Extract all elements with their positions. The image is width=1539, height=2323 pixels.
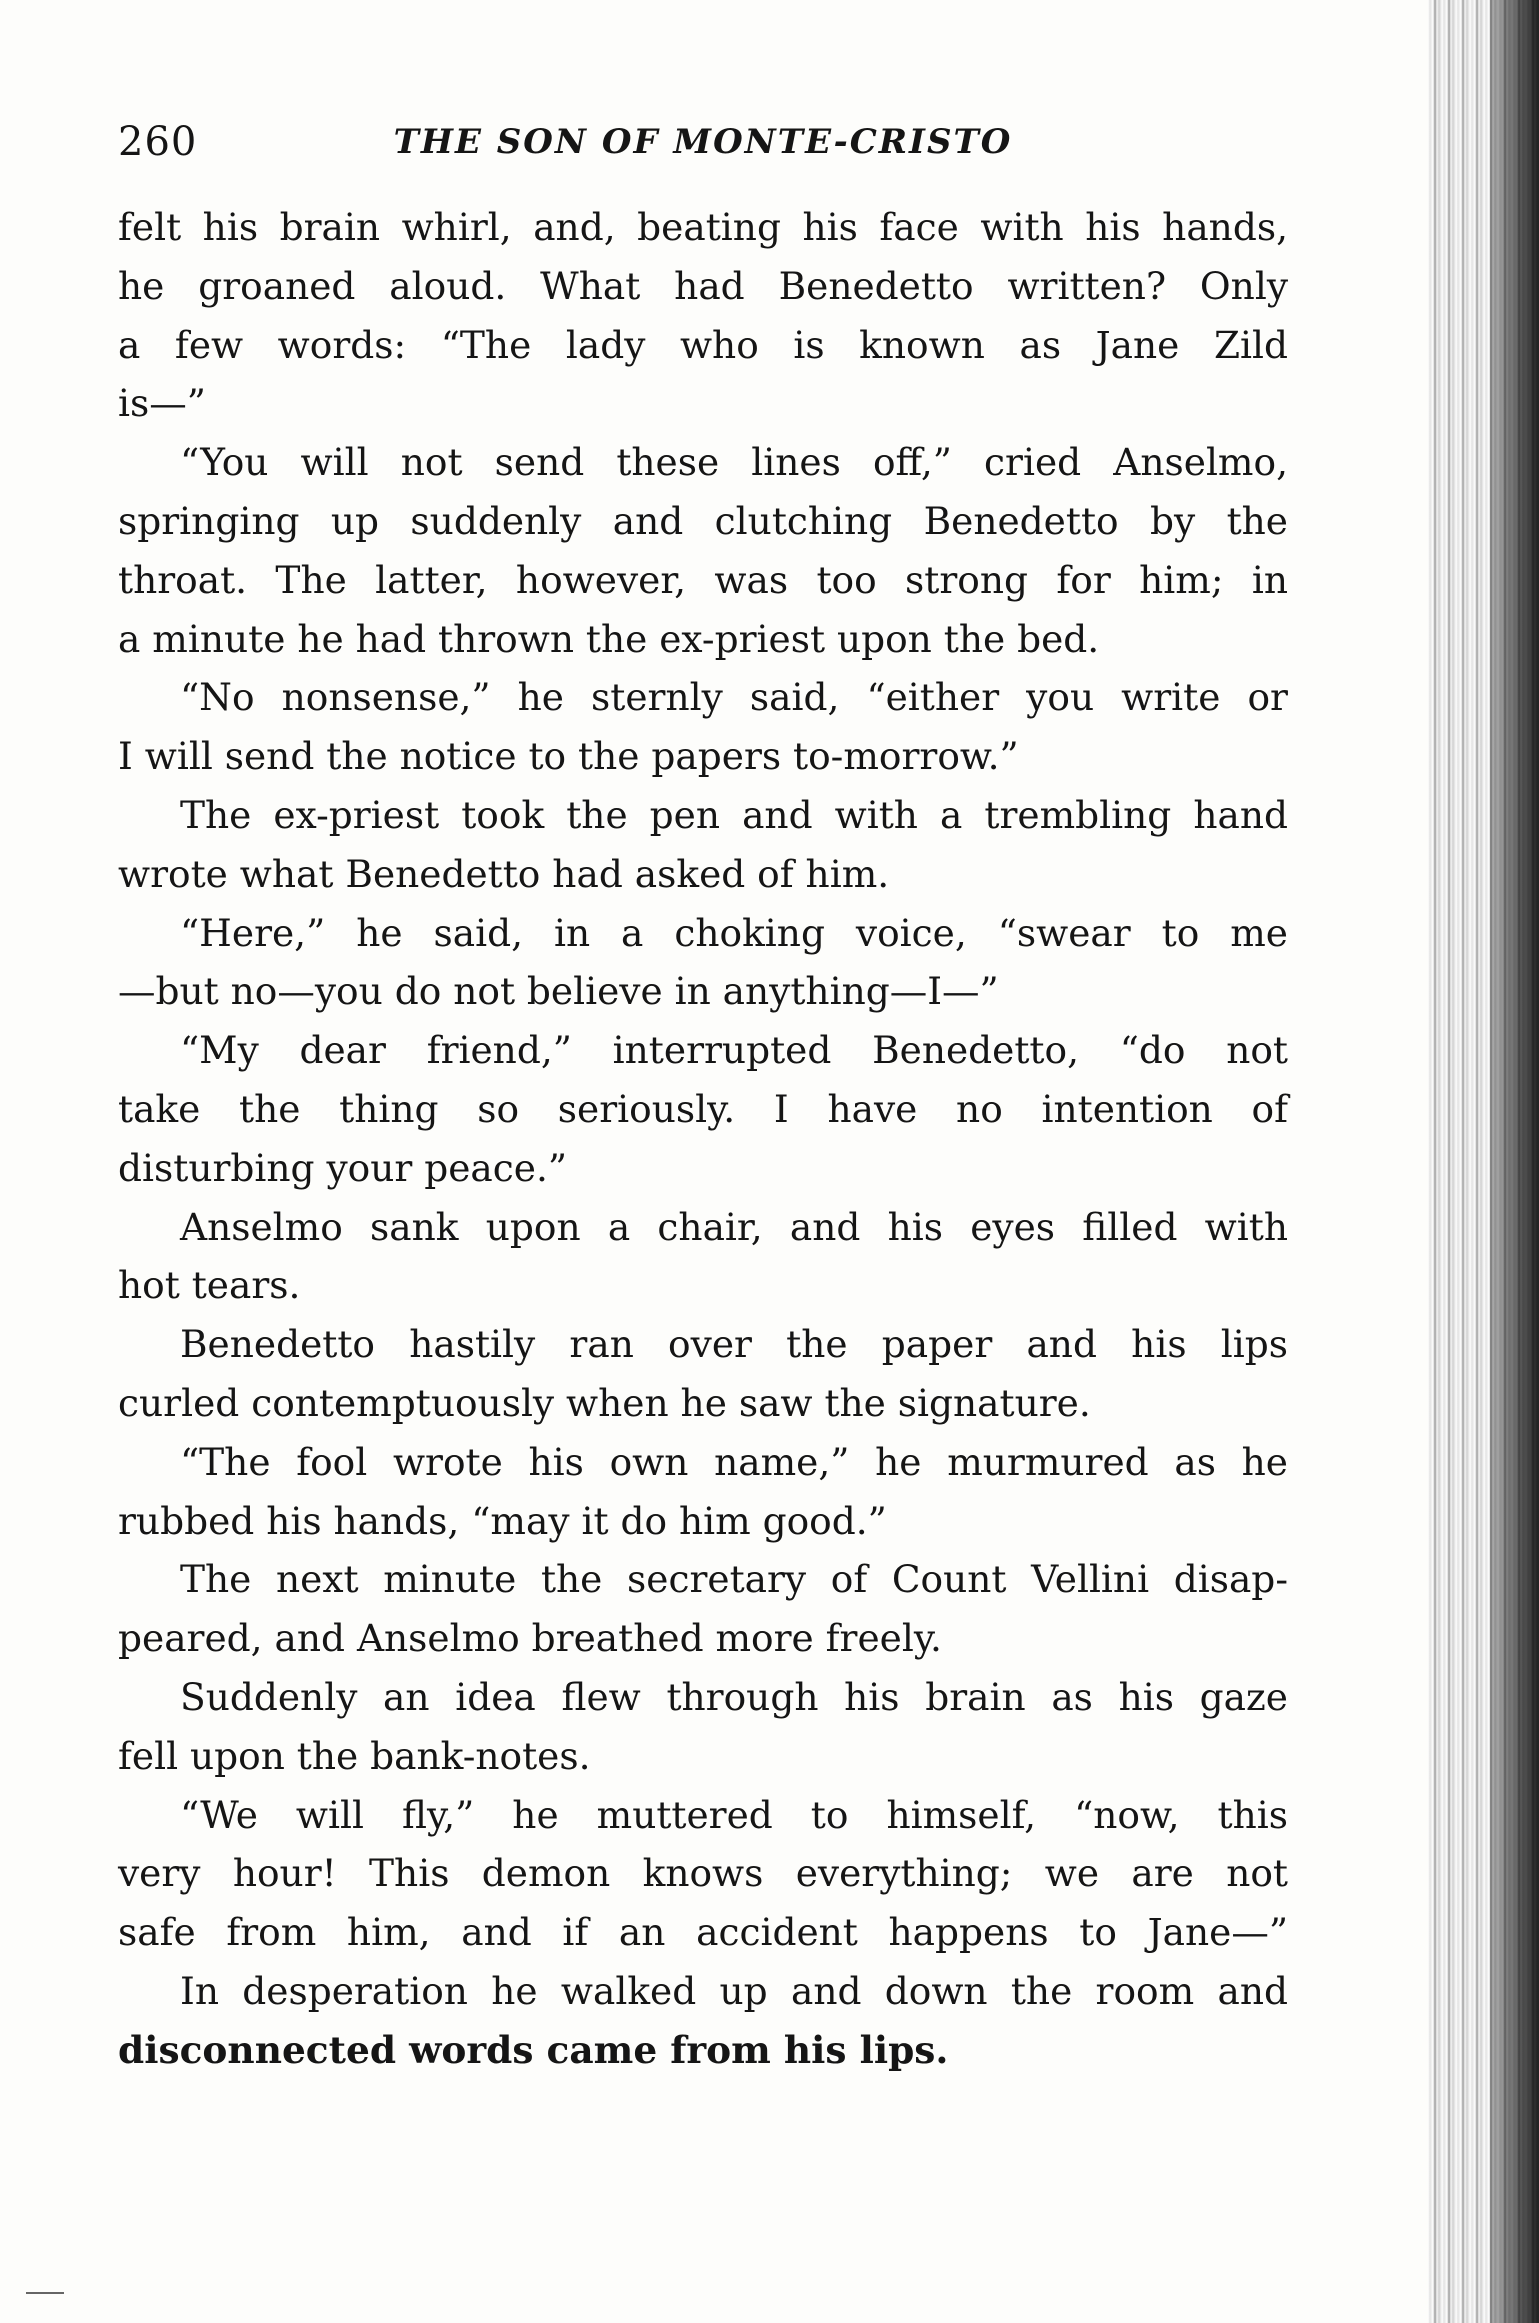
text-line: disconnected words came from his lips. <box>118 2027 949 2072</box>
text-line: safe from him, and if an accident happens to Jane—” <box>118 1910 1288 1955</box>
paragraph-11 <box>118 1668 1288 1786</box>
text-line: curled contemptuously when he saw the signature. <box>118 1380 1091 1425</box>
text-line: a minute he had thrown the ex-priest upon the bed. <box>118 616 1100 661</box>
text-line: Suddenly an idea flew through his brain as his gaze <box>180 1674 1288 1719</box>
text-line: felt his brain whirl, and, beating his face with his hands, <box>118 205 1288 249</box>
page-number: 260 <box>118 119 198 165</box>
bottom-margin-mark <box>26 2292 64 2294</box>
text-line: “Here,” he said, in a choking voice, “swear to me <box>180 910 1288 955</box>
paragraph-7 <box>118 1198 1288 1316</box>
text-line: Anselmo sank upon a chair, and his eyes filled with <box>180 1204 1288 1249</box>
text-line: he groaned aloud. What had Benedetto written? Only <box>118 263 1288 308</box>
text-line: is—” <box>118 381 206 426</box>
paragraph-13 <box>118 1962 1288 2080</box>
paragraph-10 <box>118 1550 1288 1668</box>
page-edge-shadow <box>1490 0 1539 2323</box>
paragraph-12 <box>118 1786 1288 1962</box>
running-title: THE SON OF MONTE-CRISTO <box>393 122 1013 162</box>
paragraph-2 <box>118 433 1288 668</box>
paragraph-5 <box>118 904 1288 1022</box>
text-line: peared, and Anselmo breathed more freely. <box>118 1616 942 1661</box>
text-line: “My dear friend,” interrupted Benedetto, “do not <box>180 1028 1288 1073</box>
text-line: throat. The latter, however, was too strong for him; in <box>118 557 1288 602</box>
text-line: wrote what Benedetto had asked of him. <box>118 851 890 896</box>
paragraph-1 <box>118 198 1288 433</box>
text-line: —but no—you do not believe in anything—I—” <box>118 969 999 1014</box>
text-line: hot tears. <box>118 1263 301 1308</box>
paragraph-6 <box>118 1021 1288 1197</box>
text-line: “The fool wrote his own name,” he murmured as he <box>180 1439 1288 1484</box>
text-line: Benedetto hastily ran over the paper and his lips <box>180 1322 1288 1367</box>
text-line: a few words: “The lady who is known as Jane Zild <box>118 322 1288 367</box>
paragraph-8 <box>118 1315 1288 1433</box>
text-line: The next minute the secretary of Count Vellini disap- <box>180 1557 1288 1602</box>
text-line: fell upon the bank-notes. <box>118 1733 591 1778</box>
running-head <box>118 112 1288 172</box>
paragraph-3 <box>118 668 1288 786</box>
paragraph-4 <box>118 786 1288 904</box>
text-line: take the thing so seriously. I have no intention of <box>118 1086 1288 1131</box>
text-line: very hour! This demon knows everything; we are not <box>118 1851 1288 1896</box>
text-line: “No nonsense,” he sternly said, “either you write or <box>180 675 1288 720</box>
text-line: The ex-priest took the pen and with a trembling hand <box>180 792 1288 837</box>
body-text <box>118 198 1288 2080</box>
text-line: “We will fly,” he muttered to himself, “now, this <box>180 1792 1288 1837</box>
text-line: I will send the notice to the papers to-morrow.” <box>118 734 1019 779</box>
paragraph-9 <box>118 1433 1288 1551</box>
text-line: rubbed his hands, “may it do him good.” <box>118 1498 887 1543</box>
text-line: springing up suddenly and clutching Benedetto by the <box>118 498 1288 543</box>
text-line: “You will not send these lines off,” cried Anselmo, <box>180 440 1288 485</box>
text-line: In desperation he walked up and down the room and <box>180 1968 1288 2013</box>
text-line: disturbing your peace.” <box>118 1145 568 1190</box>
